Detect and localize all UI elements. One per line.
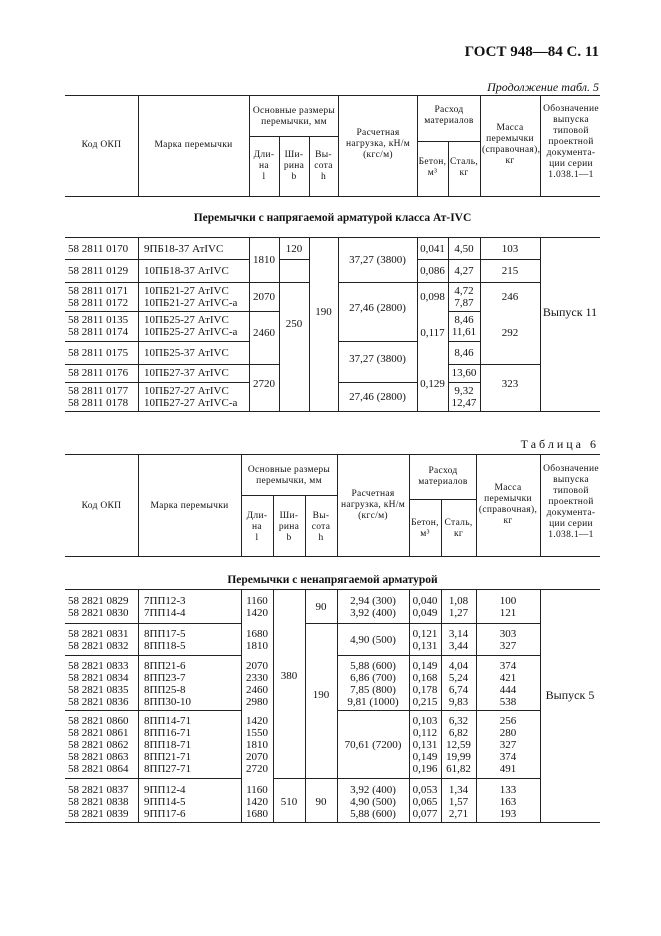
header-length: Дли- на l [246,511,268,543]
table-row: 58 2821 0837 58 2821 0838 58 2821 0839 [68,784,129,820]
table-row: 8ПП14-71 8ПП16-71 8ПП18-71 8ПП21-71 8ПП27-71 [144,715,192,775]
steel-value: 3,14 3,44 [448,628,469,652]
load-value: 70,61 (7200) [344,739,402,751]
steel-value: 4,72 7,87 [454,285,474,309]
height-value: 90 [315,796,327,808]
header-dims: Основные размеры перемычки, мм [252,106,336,127]
table-row: 58 2821 0829 58 2821 0830 [68,595,129,619]
page-header: ГОСТ 948—84 С. 11 [464,44,599,60]
table-row: 10ПБ18-37 АтIVC [144,265,229,277]
width-value: 380 [280,670,298,682]
load-value: 4,90 (500) [350,634,396,646]
mass-value: 246 [501,291,519,303]
table-row: 9ПП12-4 9ПП14-5 9ПП17-6 [144,784,186,820]
steel-value: 9,32 12,47 [451,385,477,409]
height-value: 190 [312,689,330,701]
header-height: Вы- сота h [311,511,331,543]
load-value: 3,92 (400) 4,90 (500) 5,88 (600) [350,784,396,820]
load-value: 37,27 (3800) [349,353,406,365]
header-steel: Сталь, кг [444,518,473,539]
length-value: 1810 [253,254,275,266]
steel-value: 4,04 5,24 6,74 9,83 [448,660,469,708]
header-designation: Обозначение выпуска типовой проектной документа-ции серии 1.038.1—1 [543,104,599,180]
length-value: 1160 1420 1680 [246,784,268,820]
table-row: 10ПБ27-27 АтIVC 10ПБ27-27 АтIVC-а [144,385,238,409]
table-row: 8ПП21-6 8ПП23-7 8ПП25-8 8ПП30-10 [144,660,192,708]
length-value: 2460 [253,327,275,339]
concrete-value: 0,129 [420,378,445,390]
concrete-value: 0,086 [420,265,445,277]
table-row: 58 2811 0170 [68,243,129,255]
width-value: 250 [285,318,303,330]
table-row: 58 2811 0135 58 2811 0174 [68,314,129,338]
load-value: 27,46 (2800) [349,391,406,403]
table-row: 8ПП17-5 8ПП18-5 [144,628,186,652]
concrete-value: 0,053 0,065 0,077 [412,784,438,820]
designation-value: Выпуск 11 [542,305,598,319]
table-row: 58 2811 0175 [68,347,129,359]
concrete-value: 0,103 0,112 0,131 0,149 0,196 [412,715,438,775]
table-row: 10ПБ27-37 АтIVC [144,367,229,379]
mass-value: 215 [501,265,519,277]
header-width: Ши- рина b [283,150,305,182]
header-consumption: Расход материалов [418,466,468,487]
length-value: 2070 [253,291,275,303]
load-value: 27,46 (2800) [349,302,406,314]
table-row: 10ПБ25-27 АтIVC 10ПБ25-27 АтIVC-а [144,314,238,338]
length-value: 2070 2330 2460 2980 [246,660,268,708]
concrete-value: 0,041 [420,243,445,255]
mass-value: 103 [501,243,519,255]
header-concrete: Бетон, м³ [411,518,439,539]
steel-value: 13,60 [451,367,477,379]
width-value: 120 [285,243,303,255]
table-row: 58 2811 0177 58 2811 0178 [68,385,129,409]
table-row: 10ПБ25-37 АтIVC [144,347,229,359]
steel-value: 8,46 11,61 [451,314,477,338]
load-value: 37,27 (3800) [349,254,406,266]
mass-value: 292 [501,327,519,339]
length-value: 2720 [253,378,275,390]
mass-value: 100 121 [499,595,517,619]
load-value: 5,88 (600) 6,86 (700) 7,85 (800) 9,81 (1000) [347,660,399,708]
header-load: Расчетная нагрузка, кН/м (кгс/м) [345,128,411,160]
length-value: 1680 1810 [246,628,268,652]
concrete-value: 0,121 0,131 [412,628,438,652]
mass-value: 374 421 444 538 [499,660,517,708]
table-row: 58 2811 0171 58 2811 0172 [68,285,129,309]
steel-value: 1,34 1,57 2,71 [448,784,469,820]
mass-value: 133 163 193 [499,784,517,820]
header-width: Ши- рина b [278,511,300,543]
load-value: 2,94 (300) 3,92 (400) [350,595,396,619]
mass-value: 303 327 [499,628,517,652]
table-row: 7ПП12-3 7ПП14-4 [144,595,186,619]
header-mass: Масса перемычки (справочная), кг [482,123,541,166]
concrete-value: 0,117 [420,327,445,339]
concrete-value: 0,040 0,049 [412,595,438,619]
height-value: 190 [315,306,332,318]
steel-value: 8,46 [454,347,474,359]
table-row: 58 2821 0860 58 2821 0861 58 2821 0862 58 2821 0863 58 2821 0864 [68,715,129,775]
section-title: Перемычки с напрягаемой арматурой класса Ат-IVC [193,212,472,224]
steel-value: 1,08 1,27 [448,595,469,619]
table-row: 58 2821 0831 58 2821 0832 [68,628,129,652]
steel-value: 4,27 [454,265,474,277]
header-load: Расчетная нагрузка, кН/м (кгс/м) [340,489,406,521]
header-steel: Сталь, кг [449,157,479,178]
header-dims: Основные размеры перемычки, мм [247,465,331,486]
header-length: Дли- на l [253,150,275,182]
length-value: 1160 1420 [246,595,268,619]
length-value: 1420 1550 1810 2070 2720 [246,715,268,775]
mass-value: 256 280 327 374 491 [499,715,517,775]
mass-value: 323 [501,378,519,390]
header-mark: Марка перемычки [154,140,233,150]
table-row: 58 2811 0129 [68,265,129,277]
width-value: 510 [280,796,298,808]
header-mark: Марка перемычки [150,501,229,511]
header-code: Код ОКП [81,140,122,150]
header-code: Код ОКП [81,501,122,511]
concrete-value: 0,149 0,168 0,178 0,215 [412,660,438,708]
header-mass: Масса перемычки (справочная), кг [478,483,538,526]
table-row: 58 2821 0833 58 2821 0834 58 2821 0835 58 2821 0836 [68,660,129,708]
concrete-value: 0,098 [420,291,445,303]
table-continuation-caption: Продолжение табл. 5 [487,80,599,94]
table-row: 10ПБ21-27 АтIVC 10ПБ21-27 АтIVC-а [144,285,238,309]
header-designation: Обозначение выпуска типовой проектной документа-ции серии 1.038.1—1 [543,464,599,540]
section-title: Перемычки с ненапрягаемой арматурой [227,574,438,586]
table-row: 9ПБ18-37 АтIVC [144,243,224,255]
designation-value: Выпуск 5 [545,688,595,702]
table-6-title: Таблица 6 [520,437,599,451]
table-row: 58 2811 0176 [68,367,129,379]
steel-value: 4,50 [454,243,474,255]
header-consumption: Расход материалов [424,105,474,126]
header-height: Вы- сота h [314,150,333,182]
header-concrete: Бетон, м³ [418,157,447,178]
height-value: 90 [315,601,327,613]
steel-value: 6,32 6,82 12,59 19,99 61,82 [446,715,471,775]
